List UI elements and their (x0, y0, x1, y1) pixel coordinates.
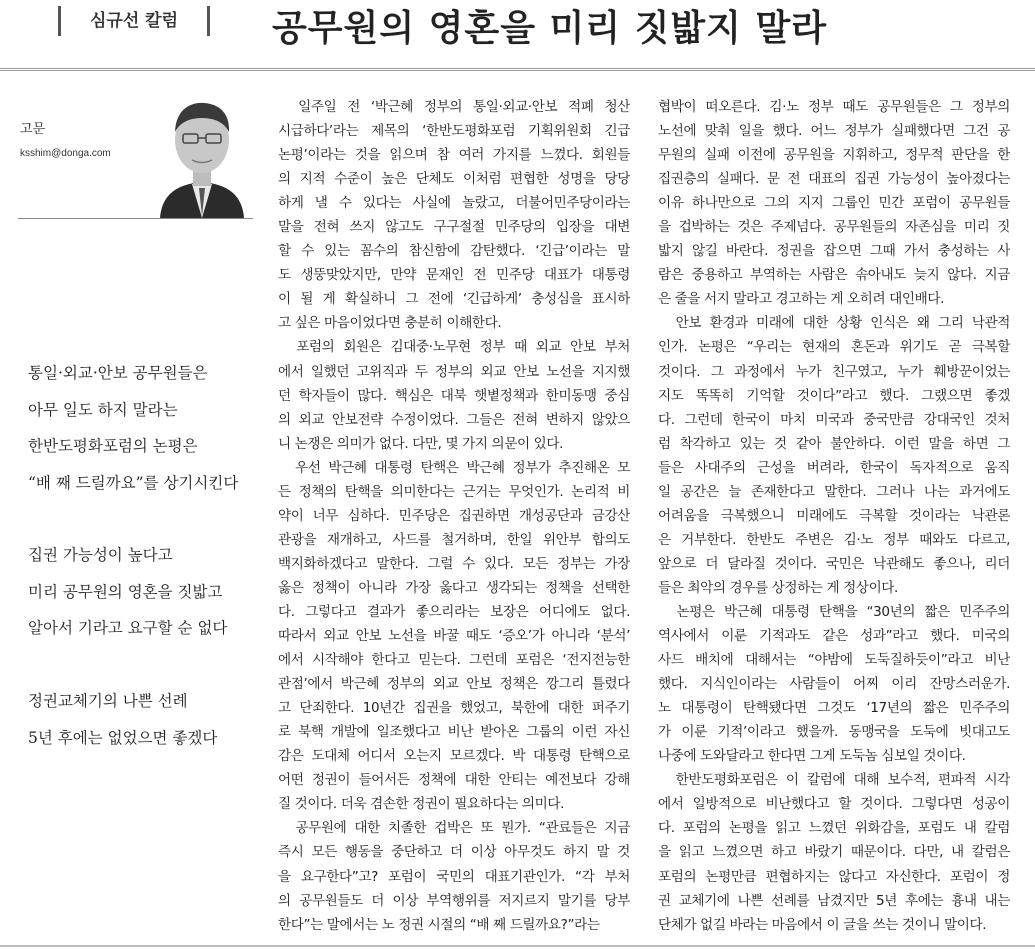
pull-quote-line: 5년 후에는 없었으면 좋겠다 (28, 728, 218, 747)
pull-quote-line: 통일·외교·안보 공무원들은 (28, 364, 208, 382)
article-line: 람은 중용하고 부역하는 사람은 솎아내도 늦지 않다. 지금 (658, 267, 1010, 284)
article-line: 역사에서 이룬 기적과도 같은 성과”라고 했다. 미국의 (658, 628, 1010, 645)
pull-quote-line: 미리 공무원의 영혼을 짓밟고 (28, 582, 223, 601)
article-line: 을 읽고 느꼈으면 하고 바랐기 때문이다. 다만, 내 칼럼은 (658, 844, 1010, 861)
pull-quote-1 (28, 355, 260, 501)
article-line: 공무원에 대한 치졸한 겁박은 또 뭔가. “관료들은 지금 (278, 820, 630, 837)
article-line: 은 거부한다. 한반도 주변은 김·노 정부 때와도 다르고, (658, 531, 1010, 548)
article-line: 다. 그렇다고 결과가 좋으리라는 보장은 어디에도 없다. (278, 603, 630, 620)
article-line: 한반도평화포럼은 이 칼럼에 대해 보수적, 편파적 시각 (658, 772, 1010, 789)
article-line: 든 정책의 탄핵을 의미한다는 근거는 무엇인가. 논리적 비 (278, 483, 630, 500)
article-line: 고 단죄한다. 10년간 집권을 했었고, 북한에 대한 퍼주기 (278, 700, 630, 717)
article-line: 논평’이라는 것을 읽으며 참 여러 가지를 느꼈다. 회원들 (278, 147, 630, 164)
article-line: 말을 전혀 쓰지 않고도 구구절절 민주당의 입장을 대변 (278, 219, 630, 236)
author-email: ksshim@donga.com (20, 148, 111, 159)
article-line: 질 것이다. 더욱 겸손한 정권이 필요하다는 의미다. (278, 796, 564, 813)
article-line: 노 대통령이 탄핵됐다면 그것도 ‘17년의 짧은 민주주의 (658, 700, 1010, 717)
article-line: 관점’에서 박근혜 정부의 외교 안보 정책은 깡그리 틀렸다 (278, 676, 630, 693)
article-line: 고 싶은 마음이었다면 충분히 이해한다. (278, 315, 502, 332)
article-line: 어려움을 극복했으니 미래에도 극복할 것이라는 낙관론 (658, 507, 1010, 524)
article-line: 시급하다’라는 제목의 ‘한반도평화포럼 기획위원회 긴급 (278, 123, 630, 140)
article-column-1 (278, 95, 630, 937)
article-line: 한다”는 말에서는 노 정권 시절의 “배 째 드릴까요?”라는 (278, 916, 600, 933)
article-line: 은 줄을 서지 말라고 경고하는 게 오히려 대인배다. (658, 291, 944, 308)
pull-quote-2 (28, 537, 260, 647)
article-line: 의 지적 수준이 높은 단체도 이처럼 편협한 성명을 당당 (278, 171, 630, 188)
article-line: 포럼의 회원은 김대중·노무현 정부 때 외교 안보 부처 (278, 339, 630, 356)
article-line: 의 공무원들도 더 이상 부역행위를 저지르지 말기를 당부 (278, 892, 630, 909)
author-title: 고문 (20, 122, 46, 137)
article-line: 인가. 논평은 “우리는 현재의 혼돈과 위기도 곧 극복할 (658, 339, 1010, 356)
article-line: 의 외교 안보전략 수정이었다. 그들은 전혀 변하지 않았으 (278, 411, 630, 428)
article-line: 따라서 외교 안보 노선을 바꿀 때도 ‘증오’가 아니라 ‘분석’ (278, 628, 630, 645)
article-line: 이유 하나만으로 그의 지지 그룹인 민간 포럼이 공무원들 (658, 195, 1010, 212)
article-line: 사드 배치에 대해서는 “야밤에 도둑질하듯이”라고 비난 (658, 652, 1010, 669)
article-line: 밟지 않길 바란다. 정권을 잡으면 그때 가서 충성하는 사 (658, 243, 1010, 260)
pull-quote-line: 한반도평화포럼의 논평은 (28, 437, 198, 455)
article-line: 협박이 떠오른다. 김·노 정부 때도 공무원들은 그 정부의 (658, 99, 1010, 115)
article-line: 포럼의 논평만큼 편협하지는 않다고 자신한다. 포럼이 정 (658, 868, 1010, 885)
article-line: 니 논쟁은 의미가 없다. 다만, 몇 가지 의문이 있다. (278, 435, 564, 452)
article-column-2 (658, 95, 1010, 937)
article-line: 을 요구한다”고? 포럼이 국민의 대표기관인가. “각 부처 (278, 868, 630, 885)
article-line: 무원의 실패 이전에 공무원을 지휘하고, 정무적 판단을 한 (658, 147, 1010, 164)
article-line: 즉시 모든 행동을 중단하고 더 이상 아무것도 하지 말 것 (278, 844, 630, 861)
article-line: 감은 도대체 어디서 오는지 모르겠다. 박 대통령 탄핵으로 (278, 748, 630, 765)
article-line: 집권층의 실패다. 문 전 대표의 집권 가능성이 높아졌다는 (658, 171, 1010, 188)
article-line: 했다. 지식인이라는 사람들이 어찌 이리 잔망스러운가. (658, 676, 1010, 693)
article-line: 다. 포럼의 논평을 읽고 느꼈던 위화감을, 포럼도 내 칼럼 (658, 820, 1010, 837)
article-line: 약이 너무 심하다. 민주당은 집권하면 개성공단과 금강산 (278, 507, 630, 524)
article-line: 할 수 있는 꼼수의 참신함에 감탄했다. ‘긴급’이라는 말 (278, 243, 630, 260)
article-line: 어떤 정권이 들어서든 정책에 대한 안티는 예전보다 강해 (278, 772, 630, 789)
pull-quote-line: “배 째 드릴까요”를 상기시킨다 (28, 473, 239, 492)
article-line: 하게 낼 수 있다는 사실에 놀랐고, 더불어민주당이라는 (278, 195, 630, 212)
pull-quote-line: 아무 일도 하지 말라는 (28, 400, 178, 419)
article-line: 옳은 정책이 아니라 가장 옳다고 생각되는 정책을 선택한 (278, 579, 630, 596)
article-line: 관광을 재개하고, 사드를 철거하며, 한일 위안부 합의도 (278, 531, 630, 548)
article-line: 백지화하겠다고 말한다. 그럴 수 있다. 모든 정부는 가장 (278, 555, 630, 572)
article-line: 에서 시작해야 한다고 믿는다. 그런데 포럼은 ‘전지전능한 (278, 652, 630, 669)
article-line: 들은 최악의 경우를 상정하는 게 정상이다. (658, 579, 898, 596)
pull-quote-line: 알아서 기라고 요구할 순 없다 (28, 619, 228, 637)
pull-quote-line: 집권 가능성이 높다고 (28, 546, 173, 564)
article-line: 노선에 맞춰 일을 했다. 어느 정부가 실패했다면 그건 공 (658, 123, 1010, 140)
article-line: 우선 박근혜 대통령 탄핵은 박근혜 정부가 추진해온 모 (278, 459, 630, 476)
article-line: 이 될 게 확실하니 그 전에 ‘긴급하게’ 충성심을 표시하 (278, 291, 630, 308)
article-line: 던 학자들이 많다. 핵심은 대북 햇볕정책과 한미동맹 중심 (278, 387, 630, 404)
article-line: 가 이룬 기적’이라고 했을까. 동맹국을 도둑에 빗대고도 (658, 724, 1010, 741)
pull-quote-3 (28, 683, 260, 756)
author-photo (152, 88, 252, 218)
pull-quote-line: 정권교체기의 나쁜 선례 (28, 692, 188, 710)
article-line: 을 겁박하는 것은 주제넘다. 공무원들의 자존심을 미리 짓 (658, 219, 1010, 236)
author-box (18, 96, 253, 219)
article-line: 단체가 없길 바라는 마음에서 이 글을 쓰는 것이니 말이다. (658, 916, 987, 933)
bottom-divider (0, 945, 1035, 947)
article-line: 에서 일방적으로 비난했다고 할 것이다. 그렇다면 성공이 (658, 796, 1010, 813)
article-line: 다. 그런데 한국이 마치 미국과 중국만큼 강대국인 것처 (658, 411, 1010, 428)
article-line: 일 공간은 늘 존재한다고 말한다. 그러나 나는 과거에도 (658, 483, 1010, 500)
article-line: 일주일 전 ‘박근혜 정부의 통일·외교·안보 적폐 청산 (278, 99, 630, 115)
article-line: 로 북핵 개발에 일조했다고 비난 받아온 그룹의 이런 자신 (278, 724, 630, 741)
article-line: 권 교체기에 나쁜 선례를 남겼지만 5년 후에는 흉내 내는 (658, 892, 1010, 909)
article-line: 논평은 박근혜 대통령 탄핵을 “30년의 짧은 민주주의 (658, 603, 1010, 620)
article-line: 앞으로 더 달라질 것이다. 국민은 낙관해도 좋으나, 리더 (658, 555, 1010, 572)
article-line: 것이다. 그 과정에서 누가 친구였고, 누가 훼방꾼이었는 (658, 363, 1010, 380)
page-title: 공무원의 영혼을 미리 짓밟지 말라 (272, 7, 827, 49)
article-line: 에서 일했던 고위직과 두 정부의 외교 안보 노선을 지지했 (278, 363, 630, 380)
header-divider (0, 68, 1035, 71)
column-series-tag: 심규선 칼럼 (58, 6, 210, 36)
article-line: 럼 착각하고 있는 것 같아 불안하다. 이런 말을 하면 그 (658, 435, 1010, 452)
article-line: 나중에 도와달라고 한다면 그게 도둑놈 심보일 것이다. (658, 748, 966, 765)
article-line: 지도 똑똑히 기억할 것이다”라고 했다. 그랬으면 좋겠 (658, 387, 1010, 404)
article-line: 들은 사대주의 근성을 버려라, 한국이 독자적으로 움직 (658, 459, 1010, 476)
article-line: 도 생뚱맞았지만, 만약 문재인 전 민주당 대표가 대통령 (278, 267, 630, 284)
article-line: 안보 환경과 미래에 대한 상황 인식은 왜 그리 낙관적 (658, 315, 1010, 332)
